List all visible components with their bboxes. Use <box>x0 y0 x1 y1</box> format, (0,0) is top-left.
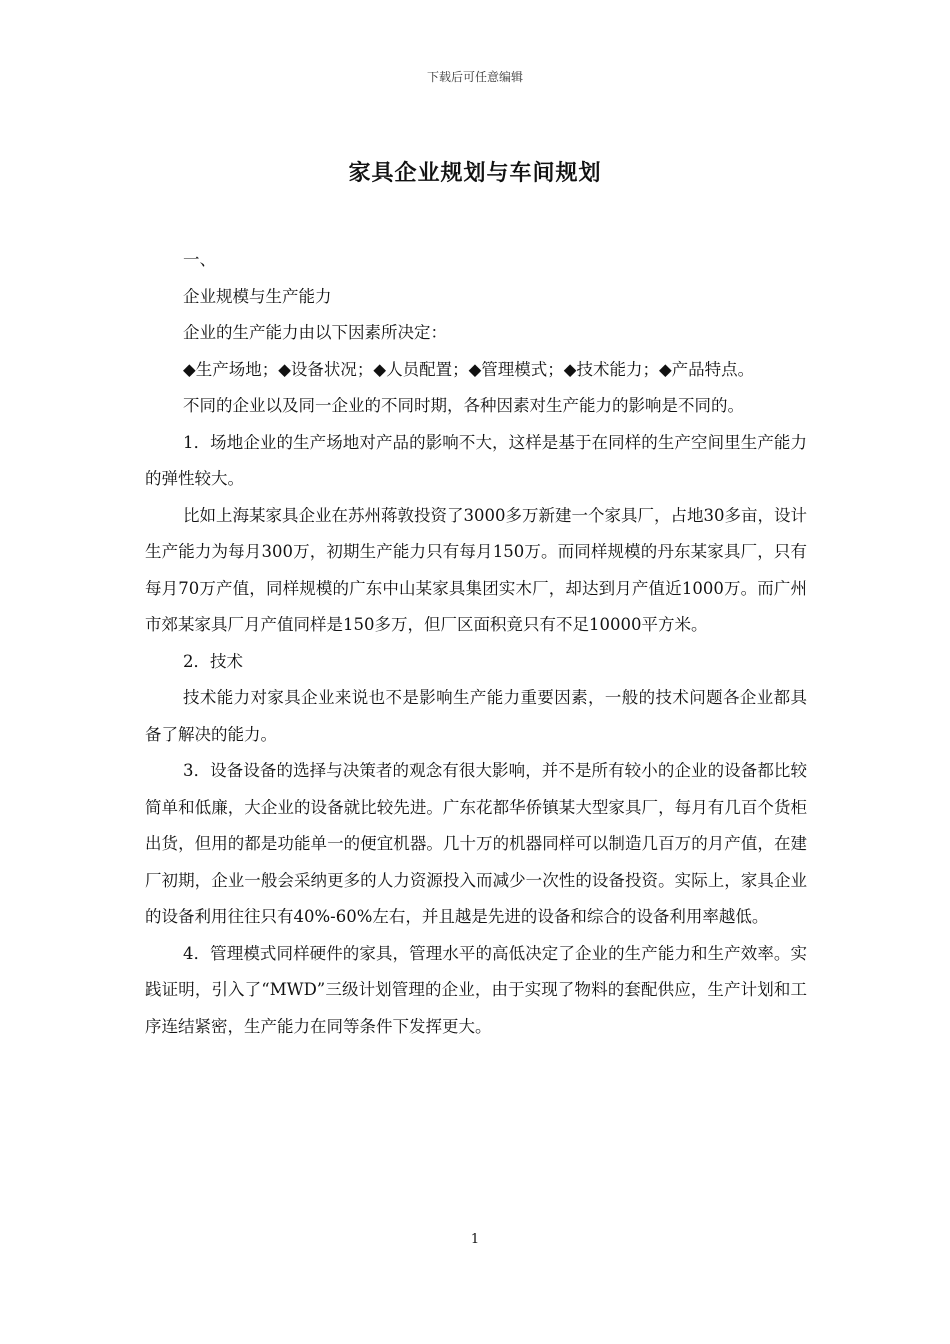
paragraph-factors-note: 不同的企业以及同一企业的不同时期，各种因素对生产能力的影响是不同的。 <box>183 396 744 415</box>
paragraph-intro: 企业的生产能力由以下因素所决定： <box>183 323 447 342</box>
paragraph-site-example: 比如上海某家具企业在苏州蒋敦投资了3000多万新建一个家具厂，占地30多亩，设计生产能力为每月300万，初期生产能力只有每月150万。而同样规模的丹东某家具厂，只有每月70万产值，同样规模的广东中山某家具集团实木厂，却达到月产值近1000万。而广州市郊某家具厂月产值同样是150多万，但厂区面积竟只有不足10000平方米。 <box>145 505 807 634</box>
paragraph-technology-heading: 2．技术 <box>183 651 243 671</box>
document-body <box>145 242 807 1045</box>
paragraph-technology: 技术能力对家具企业来说也不是影响生产能力重要因素，一般的技术问题各企业都具备了解决的能力。 <box>145 688 807 744</box>
paragraph-factors-list: ◆生产场地；◆设备状况；◆人员配置；◆管理模式；◆技术能力；◆产品特点。 <box>183 359 755 379</box>
paragraph-equipment: 3．设备设备的选择与决策者的观念有很大影响，并不是所有较小的企业的设备都比较简单和低廉，大企业的设备就比较先进。广东花都华侨镇某大型家具厂，每月有几百个货柜出货，但用的都是功能单一的便宜机器。几十万的机器同样可以制造几百万的月产值，在建厂初期，企业一般会采纳更多的人力资源投入而减少一次性的设备投资。实际上，家具企业的设备利用往往只有40%-60%左右，并且越是先进的设备和综合的设备利用率越低。 <box>145 761 807 926</box>
document-title: 家具企业规划与车间规划 <box>348 160 602 186</box>
paragraph-section-heading: 企业规模与生产能力 <box>183 286 332 306</box>
paragraph-site: 1．场地企业的生产场地对产品的影响不大，这样是基于在同样的生产空间里生产能力的弹性较大。 <box>145 432 807 488</box>
header-note: 下载后可任意编辑 <box>426 70 523 84</box>
paragraph-section-number: 一、 <box>183 250 216 269</box>
paragraph-management: 4．管理模式同样硬件的家具，管理水平的高低决定了企业的生产能力和生产效率。实践证明，引入了“MWD”三级计划管理的企业，由于实现了物料的套配供应，生产计划和工序连结紧密，生产能力在同等条件下发挥更大。 <box>145 943 807 1036</box>
page-number: 1 <box>470 1232 480 1247</box>
